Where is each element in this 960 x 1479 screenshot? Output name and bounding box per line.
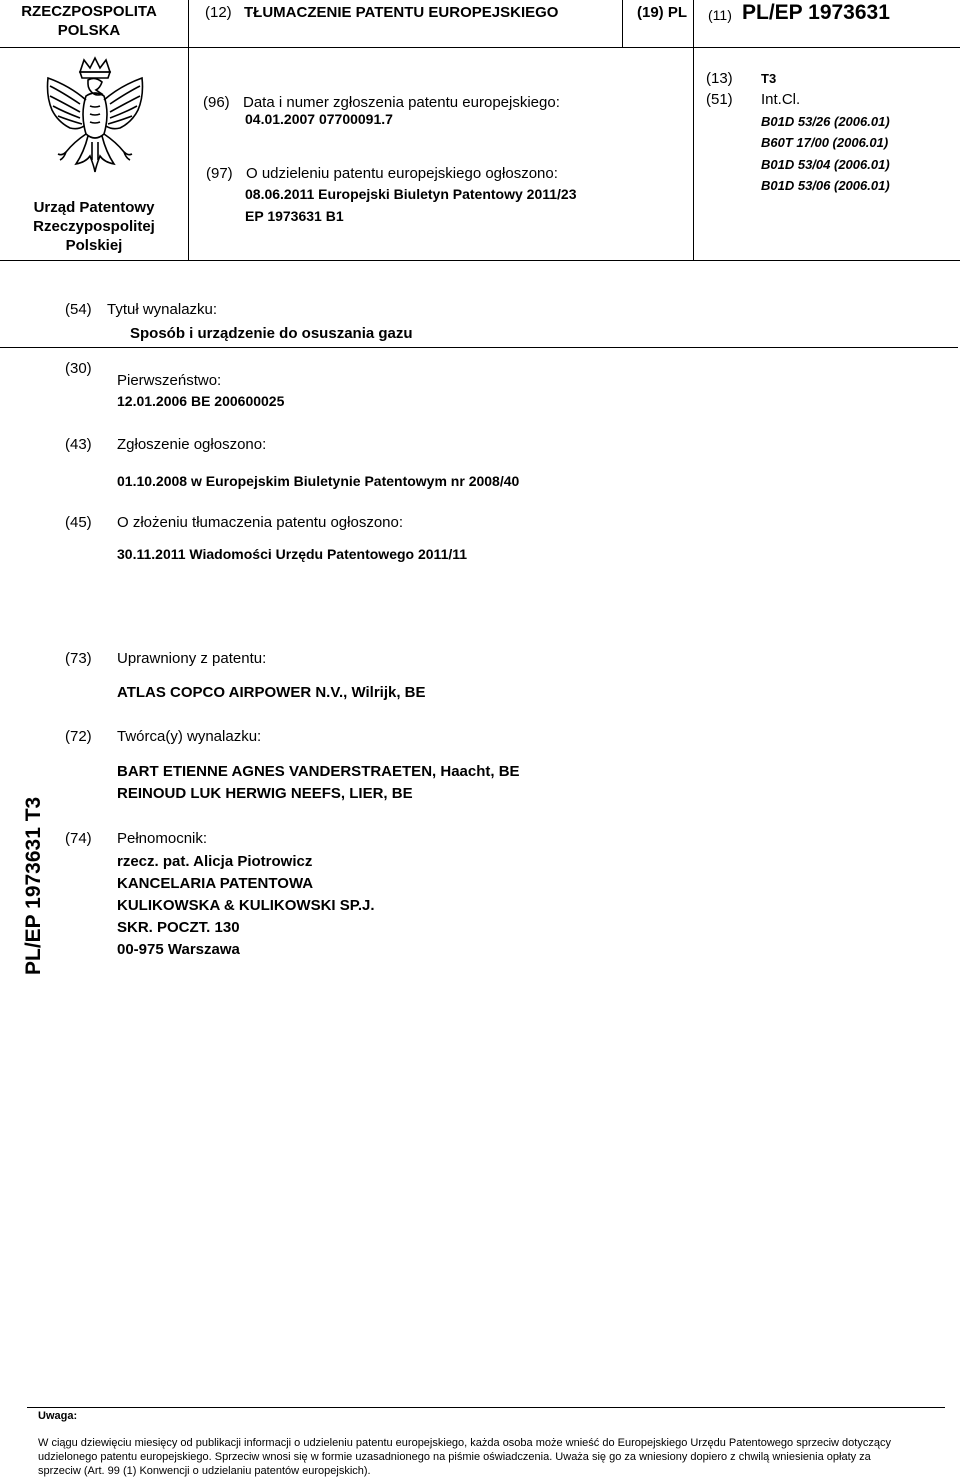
- field-30-code: (30): [65, 360, 92, 377]
- field-13-value: T3: [761, 71, 777, 86]
- field-51-code: (51): [706, 91, 733, 108]
- publication-label: Zgłoszenie ogłoszono:: [117, 436, 267, 453]
- priority-value: 12.01.2006 BE 200600025: [117, 393, 285, 409]
- translation-value: 30.11.2011 Wiadomości Urzędu Patentowego 2011/11: [117, 546, 468, 562]
- invention-title: Sposób i urządzenie do osuszania gazu: [130, 325, 413, 342]
- field-13-code: (13): [706, 70, 733, 87]
- attorney-line: 00-975 Warszawa: [117, 941, 240, 958]
- field-96-value: 04.01.2007 07700091.7: [245, 111, 393, 127]
- field-72-code: (72): [65, 728, 92, 745]
- field-45-code: (45): [65, 514, 92, 531]
- ipc-classification-list: [761, 111, 890, 196]
- field-96-label: Data i numer zgłoszenia patentu europejskiego:: [243, 94, 560, 111]
- field-51-label: Int.Cl.: [761, 91, 801, 108]
- field-73-code: (73): [65, 650, 92, 667]
- attorney-line: KANCELARIA PATENTOWA: [117, 875, 314, 892]
- owner-value: ATLAS COPCO AIRPOWER N.V., Wilrijk, BE: [117, 684, 426, 701]
- owner-label: Uprawniony z patentu:: [117, 650, 267, 667]
- patent-number: PL/EP 1973631: [742, 1, 890, 24]
- field-97-code: (97): [206, 165, 233, 182]
- footer-divider: [27, 1407, 945, 1408]
- publication-value: 01.10.2008 w Europejskim Biuletynie Patentowym nr 2008/40: [117, 473, 520, 489]
- field-97-number: EP 1973631 B1: [245, 208, 344, 224]
- field-96-code: (96): [203, 94, 230, 111]
- translation-label: O złożeniu tłumaczenia patentu ogłoszono:: [117, 514, 404, 531]
- note-text: W ciągu dziewięciu miesięcy od publikacji informacji o udzieleniu patentu europejskiego, każda osoba może wnieść do Europejskiego Urzędu Patentowego sprzeciw dotyczący udzielonego patentu europejskiego. Sprzeciw wnosi się w formie uzasadnionego na piśmie oświadczenia. Uważa się go za wniesiony dopiero z chwilą wniesienia opłaty za sprzeciw (Art. 99 (1) Konwencji o udzielaniu patentów europejskich).: [38, 1437, 891, 1477]
- inventor-item: BART ETIENNE AGNES VANDERSTRAETEN, Haacht, BE: [117, 763, 520, 780]
- ipc-item: B01D 53/26 (2006.01): [761, 114, 890, 129]
- section-divider: [0, 260, 960, 261]
- field-54-code: (54): [65, 301, 92, 318]
- field-19-code: (19) PL: [637, 4, 688, 21]
- polish-eagle-emblem-icon: [40, 56, 150, 191]
- field-97-value: 08.06.2011 Europejski Biuletyn Patentowy 2011/23: [245, 186, 577, 202]
- attorney-line: KULIKOWSKA & KULIKOWSKI SP.J.: [117, 897, 375, 914]
- document-type: TŁUMACZENIE PATENTU EUROPEJSKIEGO: [244, 4, 559, 21]
- inventors-label: Twórca(y) wynalazku:: [117, 728, 262, 745]
- country-name: RZECZPOSPOLITA POLSKA: [21, 3, 157, 39]
- attorney-line: SKR. POCZT. 130: [117, 919, 240, 936]
- ipc-item: B01D 53/04 (2006.01): [761, 156, 890, 172]
- field-97-label: O udzieleniu patentu europejskiego ogłoszono:: [246, 165, 558, 182]
- field-43-code: (43): [65, 436, 92, 453]
- attorney-details: [117, 851, 375, 961]
- note-heading: Uwaga:: [38, 1410, 78, 1422]
- field-74-code: (74): [65, 830, 92, 847]
- priority-label: Pierwszeństwo:: [117, 372, 222, 389]
- inventor-item: REINOUD LUK HERWIG NEEFS, LIER, BE: [117, 785, 413, 802]
- header-separator: [188, 0, 189, 47]
- title-label: Tytuł wynalazku:: [107, 301, 218, 318]
- title-divider: [0, 347, 958, 348]
- column-separator: [188, 47, 189, 260]
- header-separator: [693, 0, 694, 47]
- inventors-list: [117, 761, 520, 805]
- field-12-code: (12): [205, 4, 232, 21]
- attorney-line: rzecz. pat. Alicja Piotrowicz: [117, 853, 313, 870]
- office-name: Urząd Patentowy Rzeczypospolitej Polskiej: [33, 199, 155, 254]
- header-separator: [622, 0, 623, 47]
- header-divider: [0, 47, 960, 48]
- ipc-item: B60T 17/00 (2006.01): [761, 135, 889, 151]
- field-11-code: (11): [708, 7, 732, 23]
- ipc-item: B01D 53/06 (2006.01): [761, 177, 890, 193]
- attorney-label: Pełnomocnik:: [117, 830, 208, 847]
- column-separator: [693, 47, 694, 260]
